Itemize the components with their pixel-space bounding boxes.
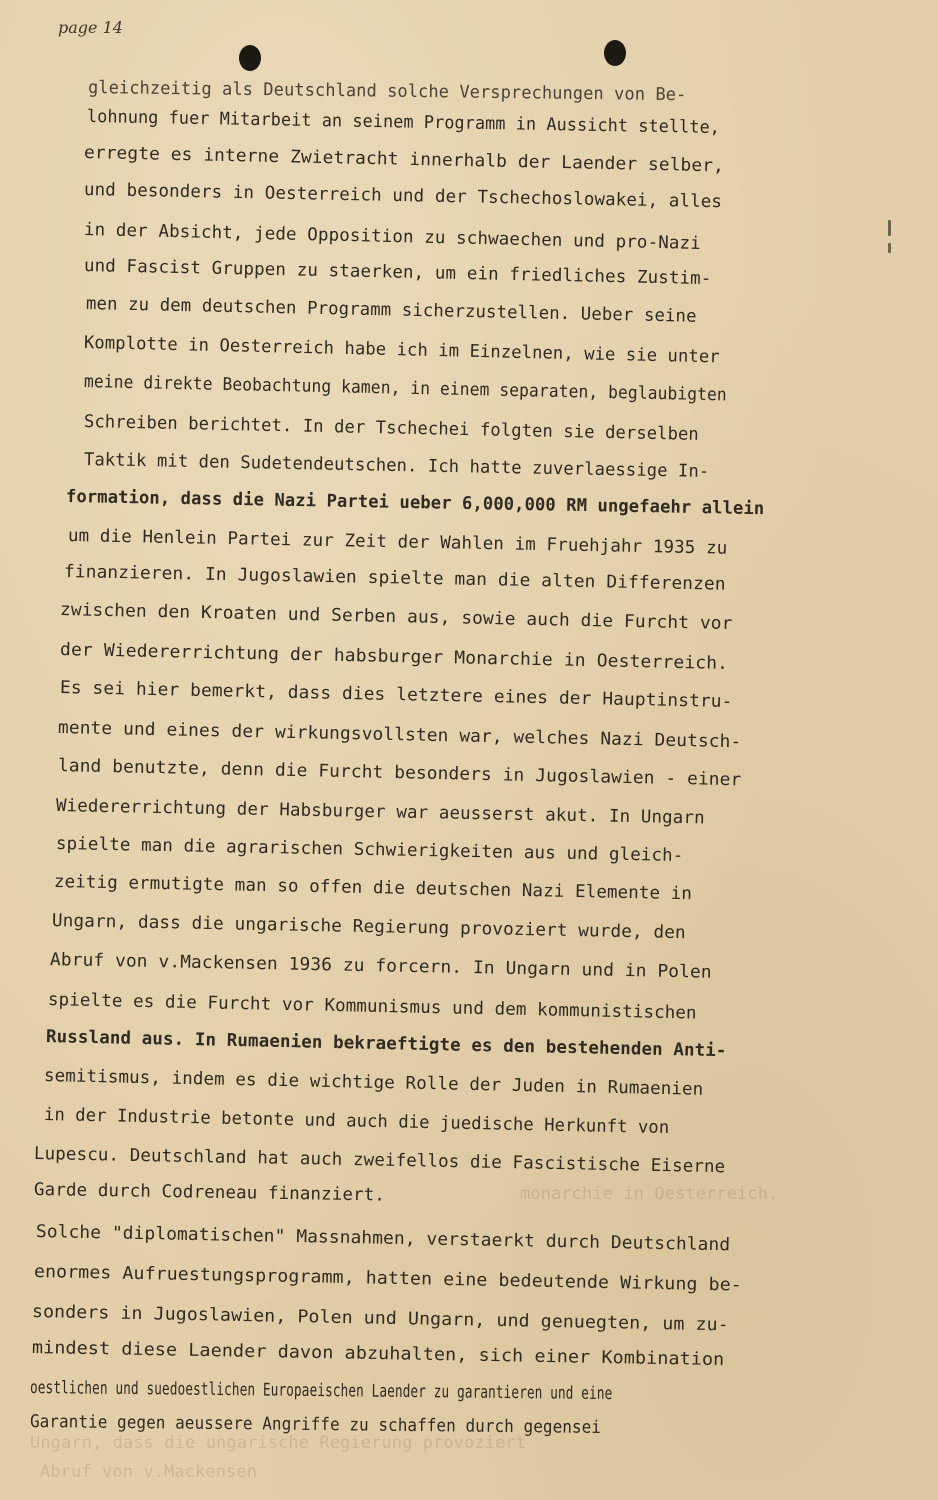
text-line: Abruf von v.Mackensen 1936 zu forcern. In Ungarn und in Polen [49, 950, 712, 983]
text-line: men zu dem deutschen Programm sicherzustellen. Ueber seine [85, 294, 697, 327]
text-line: Wiedererrichtung der Habsburger war aeusserst akut. In Ungarn [55, 796, 705, 829]
text-line: finanzieren. In Jugoslawien spielte man die alten Differenzen [63, 562, 726, 595]
text-line: lohnung fuer Mitarbeit an seinem Programm in Aussicht stellte, [86, 107, 721, 139]
text-line: der Wiedererrichtung der habsburger Monarchie in Oesterreich. [59, 640, 729, 674]
text-line: Russland aus. In Rumaenien bekraeftigte es den bestehenden Anti- [45, 1027, 727, 1062]
text-line: und Fascist Gruppen zu staerken, um ein friedliches Zustim- [83, 256, 712, 290]
text-line: und besonders in Oesterreich und der Tschechoslowakei, alles [83, 180, 723, 213]
text-line: Es sei hier bemerkt, dass dies letztere eines der Hauptinstru- [59, 678, 733, 713]
text-line: mente und eines der wirkungsvollsten war, welches Nazi Deutsch- [57, 718, 742, 753]
page-number: page 14 [58, 18, 123, 37]
text-line: mindest diese Laender davon abzuhalten, sich einer Kombination [31, 1338, 725, 1371]
text-line: oestlichen und suedoestlichen Europaeischen Laender zu garantieren und eine [29, 1378, 613, 1405]
text-line: in der Absicht, jede Opposition zu schwaechen und pro-Nazi [83, 220, 701, 254]
text-line: um die Henlein Partei zur Zeit der Wahlen im Fruehjahr 1935 zu [67, 526, 728, 559]
text-line: Ungarn, dass die ungarische Regierung provoziert wurde, den [51, 911, 686, 944]
text-line: zeitig ermutigte man so offen die deutschen Nazi Elemente in [53, 872, 693, 905]
text-line: spielte es die Furcht vor Kommunismus und dem kommunistischen [47, 990, 697, 1024]
text-line: land benutzte, denn die Furcht besonders in Jugoslawien - einer [57, 756, 742, 791]
text-line: zwischen den Kroaten und Serben aus, sowie auch die Furcht vor [59, 600, 733, 635]
text-line: Solche "diplomatischen" Massnahmen, verstaerkt durch Deutschland [35, 1222, 731, 1256]
text-line: erregte es interne Zwietracht innerhalb der Laender selber, [83, 143, 725, 177]
text-line: Taktik mit den Sudetendeutschen. Ich hatte zuverlaessige In- [83, 450, 710, 483]
text-line: Komplotte in Oesterreich habe ich im Einzelnen, wie sie unter [83, 333, 720, 368]
text-line: semitismus, indem es die wichtige Rolle der Juden in Rumaenien [43, 1066, 704, 1100]
text-line: Garantie gegen aeussere Angriffe zu schaffen durch gegensei [29, 1412, 602, 1438]
bleed-through-text: Ungarn, dass die ungarische Regierung provoziert [30, 1433, 527, 1453]
text-line: meine direkte Beobachtung kamen, in einem separaten, beglaubigten [83, 372, 728, 406]
text-line: Lupescu. Deutschland hat auch zweifellos die Fascistische Eiserne [33, 1144, 726, 1178]
bleed-through-text: monarchie in Oesterreich. [520, 1184, 779, 1204]
text-line: sonders in Jugoslawien, Polen und Ungarn, und genuegten, um zu- [31, 1302, 729, 1336]
bleed-through-text: Abruf von v.Mackensen [40, 1462, 258, 1482]
text-line: Garde durch Codreneau finanziert. [33, 1180, 386, 1206]
text-line: spielte man die agrarischen Schwierigkeiten aus und gleich- [55, 834, 684, 867]
text-line: enormes Aufruestungsprogramm, hatten eine bedeutende Wirkung be- [33, 1262, 742, 1296]
text-line: in der Industrie betonte und auch die juedische Herkunft von [43, 1105, 670, 1139]
text-line: Schreiben berichtet. In der Tschechei folgten sie derselben [83, 412, 700, 445]
text-line: formation, dass die Nazi Partei ueber 6,000,000 RM ungefaehr allein [65, 487, 765, 520]
text-line: gleichzeitig als Deutschland solche Versprechungen von Be- [87, 78, 687, 106]
